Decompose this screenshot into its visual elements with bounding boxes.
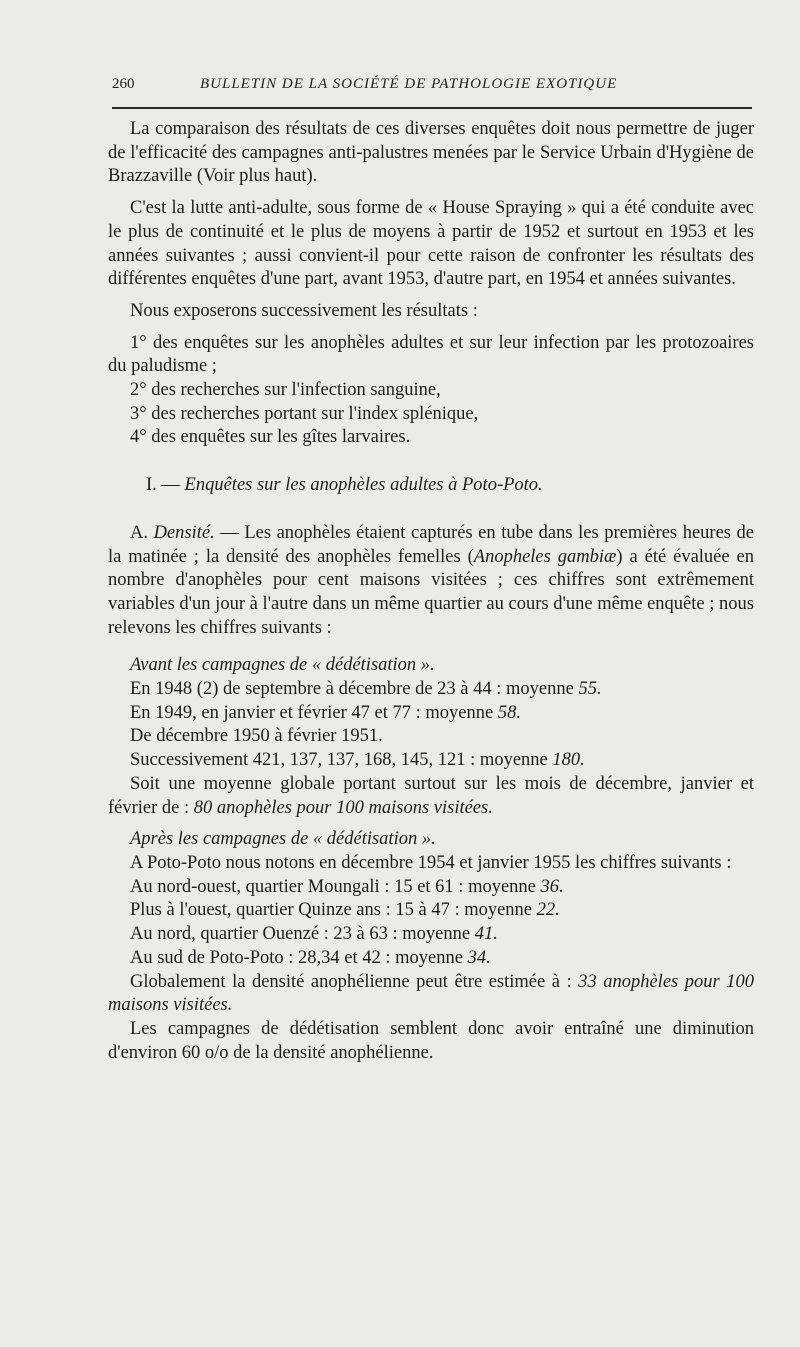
- before-line: [108, 749, 754, 773]
- average-value: 41.: [474, 924, 498, 945]
- paragraph-text: ) a été évaluée en nombre d'anophèles pour cent maisons visitées ; ces chiffres sont extrêmement variables d'un jour à l'autre dans un même quartier au cours d'une même enquête ; nous relevons les chiffres suivants :: [108, 546, 754, 638]
- after-global: [108, 971, 754, 1018]
- list-item: 2° des recherches sur l'infection sanguine,: [130, 380, 441, 401]
- paragraph-densite: [108, 522, 754, 641]
- global-value: 33 anophèles pour 100 maisons visitées.: [108, 971, 755, 1016]
- average-value: 58.: [497, 702, 521, 723]
- average-value: 180.: [552, 750, 585, 771]
- line-text: Au nord, quartier Ouenzé : 23 à 63 : moyenne: [130, 924, 475, 945]
- paragraph-lutte: C'est la lutte anti-adulte, sous forme de « House Spraying » qui a été conduite avec le plus de continuité et le plus de moyens à partir de 1952 et surtout en 1953 et les années suivantes ; aussi convient-il pour cette raison de confronter les résultats des différentes enquêtes d'une part, avant 1953, d'autre part, en 1954 et années suivantes.: [108, 198, 754, 290]
- header-rule: [112, 107, 752, 109]
- line-text: En 1949, en janvier et février 47 et 77 : moyenne: [130, 702, 498, 723]
- after-line: [108, 947, 754, 971]
- paragraph-comparison: La comparaison des résultats de ces diverses enquêtes doit nous permettre de juger de l'efficacité des campagnes anti-palustres menées par le Service Urbain d'Hygiène de Brazzaville (Voir plus haut).: [108, 119, 754, 187]
- list-item: 1° des enquêtes sur les anophèles adultes et sur leur infection par les protozoaires du paludisme ;: [108, 332, 754, 377]
- list-item: 4° des enquêtes sur les gîtes larvaires.: [130, 427, 411, 448]
- average-value: 36.: [540, 876, 564, 897]
- subsection-title: Densité.: [153, 522, 215, 543]
- after-heading: Après les campagnes de « dédétisation ».: [130, 829, 436, 850]
- average-value: 34.: [467, 947, 491, 968]
- before-line: [108, 702, 754, 726]
- body-text: [108, 118, 754, 1065]
- paragraph-expose: Nous exposerons successivement les résultats :: [130, 300, 478, 321]
- before-line: [108, 678, 754, 702]
- list-item: 3° des recherches portant sur l'index splénique,: [130, 403, 479, 424]
- after-line: [108, 899, 754, 923]
- summary-value: 80 anophèles pour 100 maisons visitées.: [193, 797, 493, 818]
- section-title: Enquêtes sur les anophèles adultes à Poto-Poto.: [184, 475, 543, 496]
- section-number: I. —: [146, 475, 180, 496]
- after-line: [108, 876, 754, 900]
- running-title: BULLETIN DE LA SOCIÉTÉ DE PATHOLOGIE EXOTIQUE: [200, 76, 618, 92]
- line-text: Au sud de Poto-Poto : 28,34 et 42 : moyenne: [130, 947, 468, 968]
- line-text: Soit une moyenne globale portant surtout sur les mois de décembre, janvier et février de :: [108, 773, 754, 818]
- average-value: 55.: [578, 679, 602, 700]
- page-header: [112, 76, 752, 100]
- page-number: 260: [112, 76, 135, 92]
- line-text: En 1948 (2) de septembre à décembre de 23 à 44 : moyenne: [130, 679, 579, 700]
- line-text: Au nord-ouest, quartier Moungali : 15 et 61 : moyenne: [130, 876, 541, 897]
- after-line: [108, 923, 754, 947]
- before-summary: [108, 773, 754, 820]
- after-conclusion: Les campagnes de dédétisation semblent donc avoir entraîné une diminution d'environ 60 o/o de la densité anophélienne.: [108, 1018, 754, 1063]
- average-value: 22.: [536, 900, 560, 921]
- paragraph-text: — Les anophèles étaient capturés en tube dans les premières heures de la matinée ; la densité des anophèles femelles (: [108, 522, 754, 567]
- subsection-label: A.: [130, 522, 148, 543]
- species-name: Anopheles gambiæ: [473, 546, 617, 567]
- line-text: Globalement la densité anophélienne peut être estimée à :: [130, 971, 579, 992]
- before-line: De décembre 1950 à février 1951.: [130, 726, 383, 747]
- line-text: Plus à l'ouest, quartier Quinze ans : 15 à 47 : moyenne: [130, 900, 537, 921]
- section-heading: [108, 474, 754, 498]
- after-intro: A Poto-Poto nous notons en décembre 1954 et janvier 1955 les chiffres suivants :: [130, 852, 732, 873]
- before-heading: Avant les campagnes de « dédétisation ».: [130, 655, 435, 676]
- line-text: Successivement 421, 137, 137, 168, 145, 121 : moyenne: [130, 750, 553, 771]
